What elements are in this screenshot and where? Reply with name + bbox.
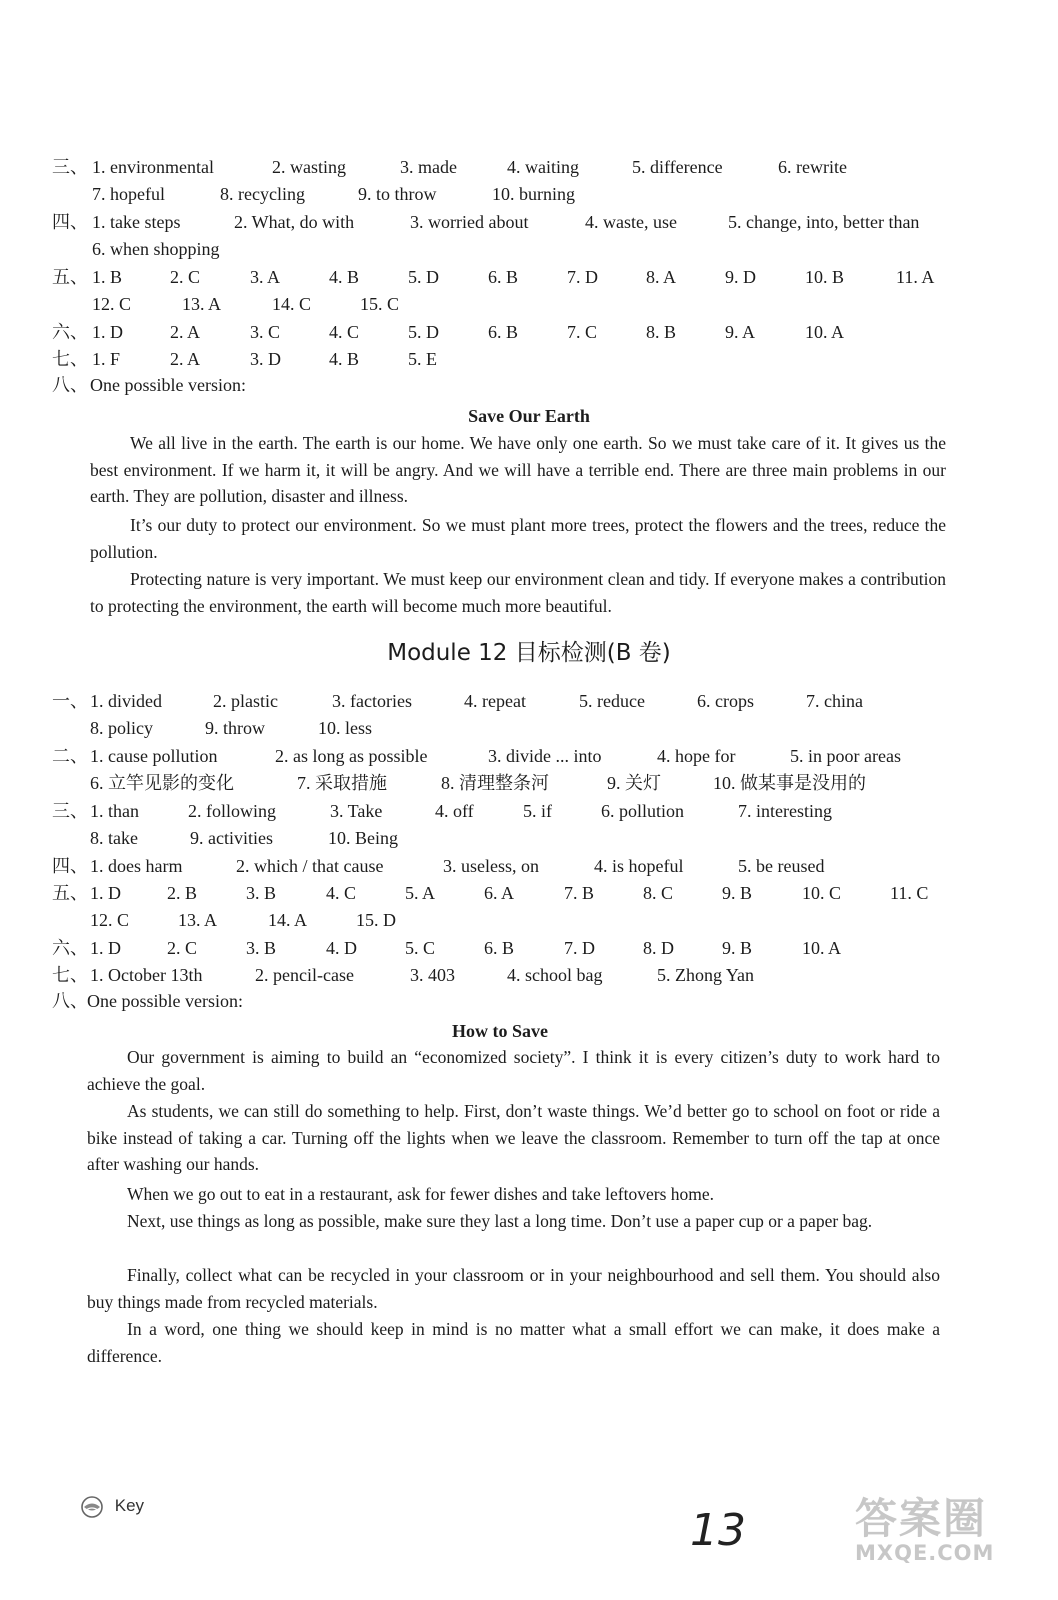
section-label: 二、 [52,746,88,766]
answer-item: 5. D [408,322,439,342]
answer-item: 4. B [329,267,360,287]
answer-item: 15. D [356,910,396,930]
answer-item: 10. A [802,938,842,958]
section-label: 五、 [52,883,88,903]
answer-item: 9. activities [190,828,273,848]
answer-item: 5. reduce [579,691,645,711]
essay-paragraph: Protecting nature is very important. We must keep our environment clean and tidy. If everyone makes a contribution to protecting the environment, the earth will become much more beautiful. [90,569,946,616]
section-label: 五、 [52,267,88,287]
answer-item: 12. C [90,910,130,930]
section-label: 六、 [52,322,88,342]
watermark-url: MXQE.COM [855,1541,995,1565]
answer-item: 3. made [400,157,457,177]
essay-paragraph: We all live in the earth. The earth is our home. We have only one earth. So we must take care of it. It gives us the best environment. If we harm it, it will be angry. And we will have a terrible end. There are three main problems in our earth. They are pollution, disaster and illness. [90,433,946,506]
answer-item: 14. C [272,294,312,314]
section-label: 四、 [52,856,88,876]
answer-item: 5. E [408,349,437,369]
answer-item: 6. B [484,938,515,958]
watermark [855,1496,1045,1566]
watermark-logo-text: 答案圈 [855,1494,988,1543]
answer-item: 4. school bag [507,965,603,985]
essay-paragraph: It’s our duty to protect our environment. So we must plant more trees, protect the flowers and the trees, reduce the pollution. [90,515,946,562]
answer-item: 3. C [250,322,281,342]
answer-item: 1. than [90,801,139,821]
answer-item: 5. in poor areas [790,746,901,766]
answer-item: 10. 做某事是没用的 [713,773,866,793]
essay-intro: One possible version: [87,991,243,1011]
essay-title: How to Save [452,1021,548,1041]
answer-item: 6. 立竿见影的变化 [90,773,234,793]
answer-item: 2. pencil-case [255,965,354,985]
answer-item: 3. B [246,938,277,958]
answer-item: 7. interesting [738,801,832,821]
answer-item: 7. D [567,267,598,287]
section-label: 八、 [52,991,88,1011]
section-label: 八、 [52,375,88,395]
answer-item: 9. throw [205,718,265,738]
essay-paragraph: Next, use things as long as possible, make sure they last a long time. Don’t use a paper cup or a paper bag. [127,1211,873,1231]
answer-item: 9. B [722,938,753,958]
answer-item: 13. A [178,910,218,930]
answer-item: 3. A [250,267,281,287]
module-heading: Module 12 目标检测(B 卷) [387,640,671,666]
answer-item: 5. be reused [738,856,825,876]
answer-item: 2. A [170,322,201,342]
essay-paragraph: Our government is aiming to build an “economized society”. I think it is every citizen’s duty to work hard to achieve the goal. [87,1047,940,1094]
answer-item: 14. A [268,910,308,930]
section-label: 三、 [52,801,88,821]
answer-item: 1. environmental [92,157,214,177]
answer-item: 7. china [806,691,863,711]
essay-paragraph: When we go out to eat in a restaurant, ask for fewer dishes and take leftovers home. [127,1184,715,1204]
answer-item: 9. to throw [358,184,437,204]
answer-item: 13. A [182,294,222,314]
answer-item: 5. change, into, better than [728,212,920,232]
answer-item: 2. B [167,883,198,903]
answer-item: 4. repeat [464,691,526,711]
answer-item: 1. divided [90,691,162,711]
page-number: 13 [690,1505,746,1556]
answer-item: 8. 清理整条河 [441,773,549,793]
answer-item: 1. does harm [90,856,183,876]
answer-item: 1. take steps [92,212,181,232]
answer-item: 7. D [564,938,595,958]
answer-item: 8. D [643,938,674,958]
answer-item: 10. less [318,718,372,738]
section-label: 三、 [52,157,88,177]
answer-item: 10. C [802,883,842,903]
answer-item: 2. What, do with [234,212,355,232]
answer-item: 11. A [896,267,935,287]
essay-paragraph: In a word, one thing we should keep in mind is no matter what a small effort we can make, it does make a difference. [87,1319,940,1366]
answer-item: 4. C [326,883,357,903]
essay-intro: One possible version: [90,375,246,395]
essay-title: Save Our Earth [468,406,590,426]
answer-item: 6. A [484,883,515,903]
answer-item: 3. worried about [410,212,529,232]
section-label: 六、 [52,938,88,958]
answer-item: 8. B [646,322,677,342]
section-label: 一、 [52,691,88,711]
answer-item: 3. divide ... into [488,746,602,766]
footer-key-label: Key [114,1496,145,1515]
answer-item: 3. D [250,349,281,369]
answer-item: 5. difference [632,157,723,177]
answer-item: 4. waste, use [585,212,677,232]
answer-item: 4. waiting [507,157,579,177]
section-label: 七、 [52,349,88,369]
answer-item: 1. B [92,267,123,287]
answer-item: 5. C [405,938,436,958]
answer-item: 2. as long as possible [275,746,428,766]
answer-item: 1. cause pollution [90,746,218,766]
answer-item: 2. A [170,349,201,369]
answer-item: 3. B [246,883,277,903]
answer-item: 9. 关灯 [607,773,661,793]
answer-item: 4. B [329,349,360,369]
answer-item: 8. recycling [220,184,305,204]
key-logo-icon [80,1496,115,1515]
essay-paragraph: As students, we can still do something to help. First, don’t waste things. We’d better go to school on foot or ride a bike instead of taking a car. Turning off the lights when we leave the classroom. Remember to turn off the tap at once after washing our hands. [87,1101,940,1174]
answer-item: 6. rewrite [778,157,847,177]
answer-item: 3. factories [332,691,412,711]
answer-item: 4. C [329,322,360,342]
answer-item: 2. which / that cause [236,856,384,876]
answer-item: 10. B [805,267,845,287]
answer-item: 6. crops [697,691,754,711]
answer-item: 4. hope for [657,746,736,766]
answer-item: 11. C [890,883,929,903]
section-label: 七、 [52,965,88,985]
answer-item: 1. D [90,883,121,903]
answer-item: 3. Take [330,801,383,821]
answer-item: 2. C [167,938,198,958]
answer-item: 9. A [725,322,756,342]
answer-item: 3. useless, on [443,856,539,876]
answer-item: 10. Being [328,828,398,848]
answer-item: 6. B [488,322,519,342]
answer-item: 6. B [488,267,519,287]
answer-item: 8. C [643,883,674,903]
answer-item: 15. C [360,294,400,314]
footer-key [80,1492,144,1520]
answer-item: 1. October 13th [90,965,203,985]
answer-item: 2. wasting [272,157,346,177]
answer-item: 4. D [326,938,357,958]
answer-item: 8. A [646,267,677,287]
answer-item: 9. D [725,267,756,287]
answer-item: 10. burning [492,184,575,204]
answer-item: 6. pollution [601,801,685,821]
answer-item: 5. if [523,801,552,821]
answer-item: 1. D [92,322,123,342]
answer-item: 12. C [92,294,132,314]
answer-item: 2. following [188,801,276,821]
essay-paragraph: Finally, collect what can be recycled in your classroom or in your neighbourhood and sell them. You should also buy things made from recycled materials. [87,1265,940,1312]
answer-item: 7. B [564,883,595,903]
answer-item: 4. is hopeful [594,856,684,876]
answer-item: 1. F [92,349,121,369]
answer-item: 2. C [170,267,201,287]
answer-item: 10. A [805,322,845,342]
answer-item: 7. hopeful [92,184,165,204]
answer-item: 5. D [408,267,439,287]
answer-item: 5. Zhong Yan [657,965,755,985]
answer-item: 4. off [435,801,474,821]
answer-item: 9. B [722,883,753,903]
answer-item: 8. take [90,828,138,848]
answer-item: 2. plastic [213,691,278,711]
answer-item: 3. 403 [410,965,455,985]
answer-item: 7. 采取措施 [297,773,387,793]
answer-item: 7. C [567,322,598,342]
answer-item: 8. policy [90,718,153,738]
section-label: 四、 [52,212,88,232]
answer-item: 1. D [90,938,121,958]
answer-item: 5. A [405,883,436,903]
answer-item: 6. when shopping [92,239,220,259]
